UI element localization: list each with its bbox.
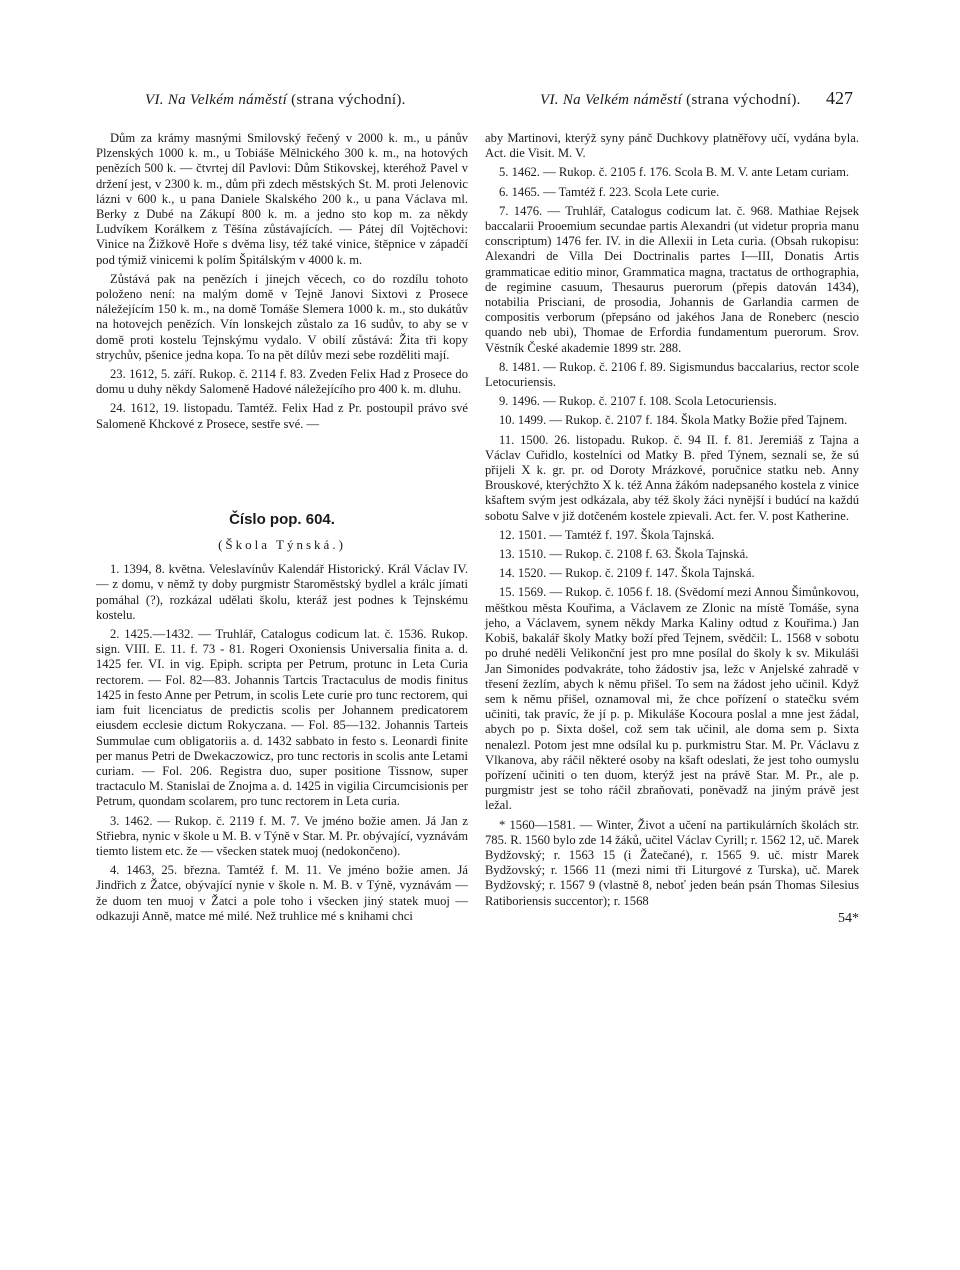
paragraph: 11. 1500. 26. listopadu. Rukop. č. 94 II. f. 81. Jeremiáš z Tajna a Václav Cuřidlo, kostelníci od Matky B. před Týnem, seznali se, že sú přijeli X k. gr. pr. od Doroty Mrázkové, poručnice statku neb. Anny Brouskové, kterýchžto X k. též Anna žákóm nadepsaného kostela z vinice kšaftem svým jest odkázala, aby též školy žáci nynější i budúcí na každú sobotu Salve v již dotčeném kostele zpievali. Act. fer. V. post Katherine. <box>485 432 859 523</box>
paragraph: 6. 1465. — Tamtéž f. 223. Scola Lete curie. <box>499 184 720 199</box>
paragraph: 23. 1612, 5. září. Rukop. č. 2114 f. 83. Zveden Felix Had z Prosece do domu u duhy někdy Salomeně Hadové náležejícího pro 400 k. m. dluhu. <box>96 367 468 397</box>
signature-mark: 54* <box>838 910 859 926</box>
running-head-right-sub: (strana východní). <box>686 92 801 108</box>
section-subtitle: (Škola Týnská.) <box>218 537 346 553</box>
paragraph: 14. 1520. — Rukop. č. 2109 f. 147. Škola Tajnská. <box>499 566 755 581</box>
paragraph: 3. 1462. — Rukop. č. 2119 f. M. 7. Ve jméno božie amen. Já Jan z Střiebra, nynic v škole u M. B. v Týně v Star. M. Pr. obývající, vyznávám tiemto listem etc. že — všecken statek muoj (nedokončeno). <box>96 813 468 858</box>
paragraph: 13. 1510. — Rukop. č. 2108 f. 63. Škola Tajnská. <box>499 547 749 562</box>
running-head-right <box>540 92 801 109</box>
running-head-left-sub: (strana východní). <box>291 92 406 108</box>
paragraph: 4. 1463, 25. března. Tamtéž f. M. 11. Ve jméno božie amen. Já Jindřich z Žatce, obývající nynie v škole n. M. B. v Týně, vyznávám — že duom ten muoj v Žatci a pole toho i všecken jiný statek muoj — odkazuji Anně, matce mé milé. Než truhlice mé s knihami chci <box>96 863 468 923</box>
paragraph: 8. 1481. — Rukop. č. 2106 f. 89. Sigismundus baccalarius, rector scole Letocuriensis. <box>485 359 859 390</box>
paragraph: 5. 1462. — Rukop. č. 2105 f. 176. Scola B. M. V. ante Letam curiam. <box>499 165 850 180</box>
running-head-left <box>145 92 406 109</box>
paragraph: 7. 1476. — Truhlář, Catalogus codicum lat. č. 968. Mathiae Rejsek baccalarii Prooemium secundae partis Alexandri (ut videtur propria manu conscriptum) 1476 fer. IV. in die Allexii in Leta curia. (Obsah rukopisu: Alexandri de Villa Dei Doctrinalis partes I—III, Donatis Artis grammaticae editio minor, Grammatica magna, tractatus de orthographia, de regimine casuum, Thesaurus puerorum (přepis datován 1434), notabilia Prisciani, de prosodia, Johannis de Garlandia carmen de compositis verborum (přepsáno od jakéhos Jana de Roneberc (nescio quando neb ubi), Thomae de Erfordia fundamentum puerorum. Srov. Věstník České akademie 1899 str. 288. <box>485 203 859 355</box>
running-head-left-title: VI. Na Velkém náměstí <box>145 92 288 108</box>
paragraph: 10. 1499. — Rukop. č. 2107 f. 184. Škola Matky Božie před Tajnem. <box>499 413 848 428</box>
left-column <box>96 131 468 924</box>
paragraph: 2. 1425.—1432. — Truhlář, Catalogus codicum lat. č. 1536. Rukop. sign. VIII. E. 11. f. 73 - 81. Rogeri Oxoniensis Universalia finita a. d. 1425 fer. VI. in vig. Epiph. scripta per Petrum, protunc in Leta Curia rectorem. — Fol. 82—83. Johannis Tartcis Tractaculus de modis finitus 1425 in festo Anne per Petrum, in scolis Lete curie pro tunc rectorem, qui iam fuit licenciatus de predictis scolis per Johannem predicatorem eiusdem ecclesie dictum Rokyczana. — Fol. 85—132. Johannis Tarteis Summulae cum obligatoriis a. d. 1432 sabbato in festo s. Leonardi finite per manus Petri de Dwekaczowicz, pro tunc rectoris in scolis ante Letami curiam. — Fol. 206. Registra duo, super positione Tissnow, super tractaculo M. Stanislai de Znojma a. d. 1425 in vigilia Circumcisionis per Petrum, quondam scolarem, pro tunc rectorem in Leta curia. <box>96 627 468 809</box>
paragraph: Zůstává pak na penězích i jinejch věcech, co do rozdílu tohoto položeno není: na malým domě v Tejně Janovi Sixtovi z Prosece náležejícím 150 k. m., na domě Tomáše Slemera 1000 k. m., sto dukátův na hotovejch penězích. Vín lonskejch zůstalo za 16 sudův, to aby se v domě proti kostelu Tejnskýmu vydalo. V obilí zůstává: Žita tři kopy strychův, pšenice jedna kopa. To na pět dílův mezi sebe rozděliti mají. <box>96 271 468 362</box>
running-head-right-title: VI. Na Velkém náměstí <box>540 92 683 108</box>
paragraph: * 1560—1581. — Winter, Život a učení na partikulárních školách str. 785. R. 1560 bylo zde 14 žáků, učitel Václav Cyrill; r. 1562 12, uč. Marek Bydžovský; r. 1563 15 (i Žatečané), r. 1565 9. uč. mistr Marek Bydžovský; r. 1566 11 (mezi nimi tři Liturgové z Turska), uč. Marek Bydžovský; r. 1567 9 (vlastně 8, neboť jeden beán psán Thomas Silesius Ratiboriensis succentor); r. 1568 <box>485 817 860 908</box>
paragraph: 9. 1496. — Rukop. č. 2107 f. 108. Scola Letocuriensis. <box>499 394 777 409</box>
right-column <box>485 131 859 926</box>
paragraph: 15. 1569. — Rukop. č. 1056 f. 18. (Svědomí mezi Annou Šimůnkovou, měštkou města Kouřima, a Václavem ze Zlonic na místě Tomáše, syna jeho, a Václavem, synem někdy Marka Kaliny odtud z Kouřima.) Jan Kobiš, bakalář školy Matky boží před Tejnem, svědčil: L. 1568 v sobotu po druhé neděli Velikonční jest pro mne posílal do školy k sv. Mikuláši Jan Simonides podvakráte, toho žádostiv jsa, ležc v Anjelské zahradě v třesení žezlím, abych k němu přišel. To sem na žádost jeho učinil. Když sem k němu přišel, oznamoval mi, že chce pořízení o statečku svém učiniti, tak pravíc, že jí p. p. Mikuláše Kocoura poslal a mne jest žádal, abych po p. Sixta došel, což sem tak učinil, ale doma sem p. Sixta nenalezl. Potom jest mne odsílal ku p. purkmistru Star. M. Pr. Václavu z Vlkanova, aby ráčil některé osoby na kšaft odeslati, že jest toho oumyslu pořízení učiniti o ten duom, kterýž jest na právě Star. M. Pr., ale p. purgmistr jest se toho ráčil zbraňovati, poněvadž na jiným právě jest ležal. <box>485 585 859 813</box>
section-title: Číslo pop. 604. <box>229 510 335 528</box>
page-number: 427 <box>826 88 853 108</box>
paragraph: aby Martinovi, kterýž syny pánč Duchkovy platněřovy učí, vydána byla. Act. die Visit. M. V. <box>485 131 859 161</box>
paragraph: 12. 1501. — Tamtéž f. 197. Škola Tajnská. <box>499 527 715 542</box>
paragraph: Dům za krámy masnými Smilovský řečený v 2000 k. m., u pánův Plzenských 1000 k. m., u Tobiáše Mělnického 300 k. m., na hotových penězích 500 k. — čtvrtej díl Pavlovi: Dům Stikovskej, kteréhož Pavel v držení jest, v 2300 k. m., dům při zdech městských St. M. proti Jelenovic lázni v 600 k., u pana Daniele Skalského 200 k., u pana Václava ml. Berky z Dubé na Zákupí 800 k. m. a jedno sto kop m. za někdy Ludvíkem Korálkem z Těšína zůstávajících. — Pátej díl Vojtěchovi: Vinice na Žižkově Hoře s dvěma lisy, též také vinice, štěpnice v západčí pod týmiž vinicemi k polím Špitálským v 4000 k. m. <box>96 131 468 267</box>
paragraph: 1. 1394, 8. května. Veleslavínův Kalendář Historický. Král Václav IV. — z domu, v němž ty doby purgmistr Staroměstský bydlel a králc jímati pomáhal (?), rozkázal udělati školu, kteráž jest podnes k Tejnskému kostelu. <box>96 562 468 622</box>
paragraph: 24. 1612, 19. listopadu. Tamtéž. Felix Had z Pr. postoupil právo své Salomeně Khckové z Prosece, sestře své. — <box>96 401 468 431</box>
